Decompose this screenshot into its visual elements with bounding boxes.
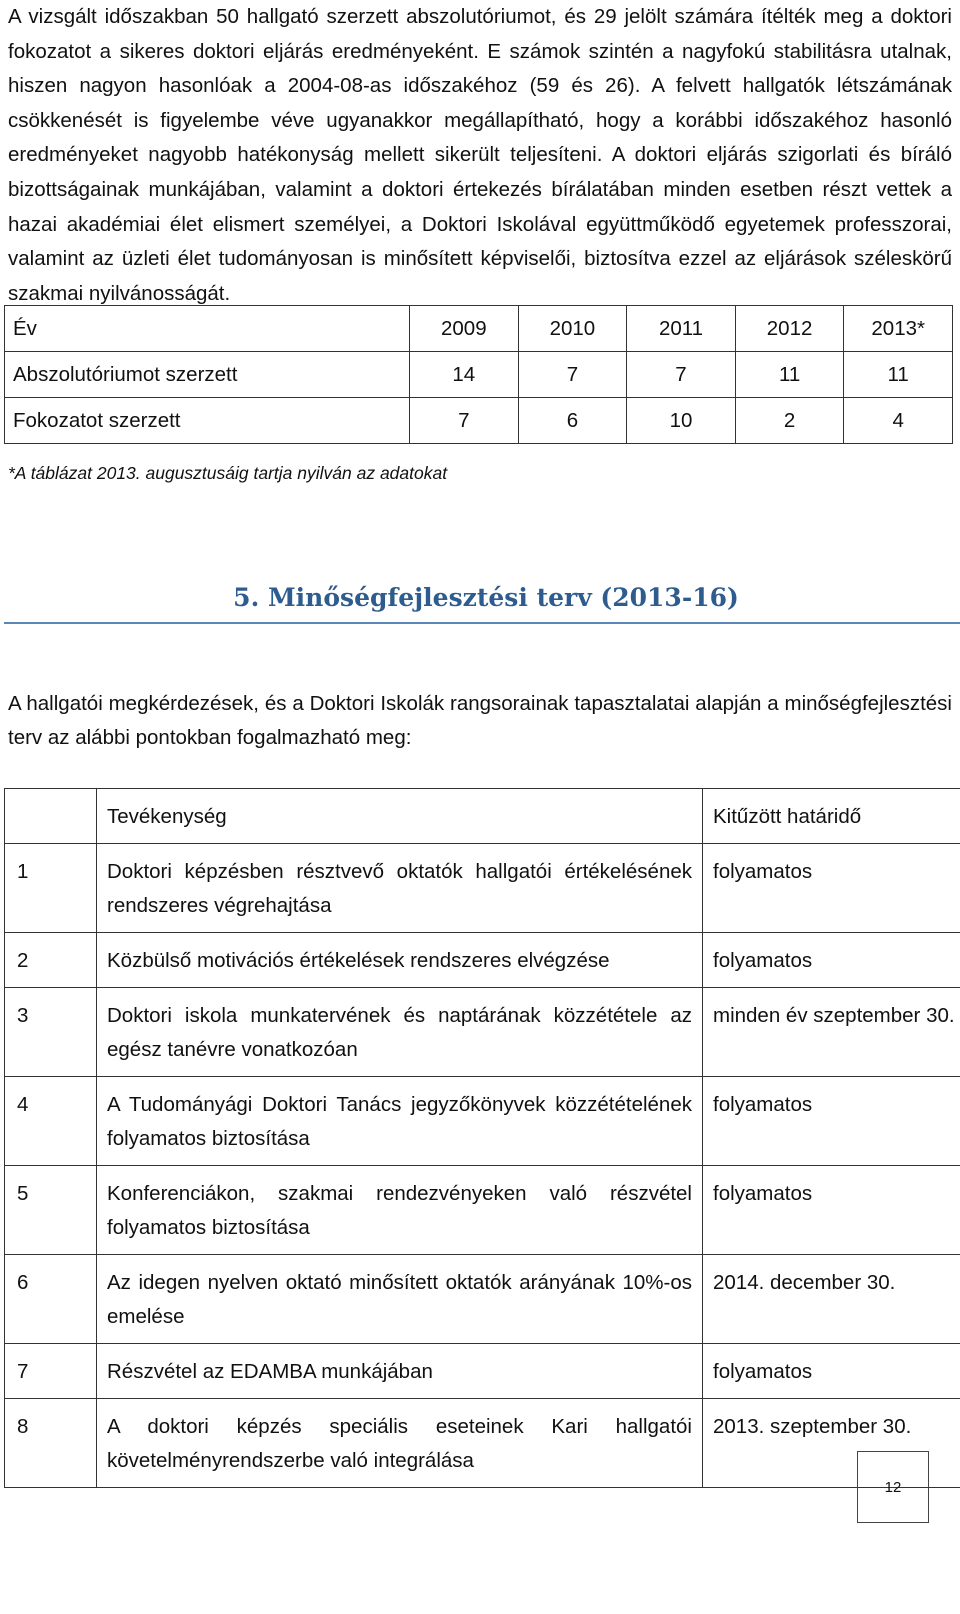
- plan-row-deadline: folyamatos: [703, 1166, 960, 1255]
- plan-row-number: 6: [5, 1255, 97, 1344]
- intro-paragraph-2: A doktori eljárás szigorlati és bíráló bizottságainak munkájában, valamint a doktori értekezés bírálatában minden esetben részt vettek a hazai akadémiai élet elismert személyei, a Doktori Iskolával együttműködő egyetemek professzorai, valamint az üzleti élet tudományosan is minősített képviselői, biztosítva ezzel az eljárások széleskörű szakmai nyilvánosságát.: [8, 143, 952, 305]
- plan-row: [5, 1077, 960, 1166]
- plan-header-cell: Kitűzött határidő: [703, 789, 960, 844]
- stats-cell: 2: [735, 398, 844, 444]
- plan-header-cell: [5, 789, 97, 844]
- stats-cell: 14: [410, 352, 519, 398]
- plan-row: [5, 1166, 960, 1255]
- stats-header-cell: 2012: [735, 306, 844, 352]
- stats-table: [4, 305, 953, 444]
- plan-row-activity: A doktori képzés speciális eseteinek Kari hallgatói követelményrendszerbe való integrálása: [97, 1399, 703, 1488]
- plan-row-activity: Közbülső motivációs értékelések rendszeres elvégzése: [97, 933, 703, 988]
- stats-cell: 7: [410, 398, 519, 444]
- plan-row: [5, 1255, 960, 1344]
- plan-row-number: 2: [5, 933, 97, 988]
- plan-row-activity: A Tudományági Doktori Tanács jegyzőkönyvek közzétételének folyamatos biztosítása: [97, 1077, 703, 1166]
- plan-row-deadline: folyamatos: [703, 1077, 960, 1166]
- stats-cell: 7: [627, 352, 736, 398]
- plan-row-deadline: 2014. december 30.: [703, 1255, 960, 1344]
- plan-row-deadline: folyamatos: [703, 1344, 960, 1399]
- stats-cell: 7: [518, 352, 627, 398]
- plan-row-deadline: 2013. szeptember 30.: [703, 1399, 960, 1488]
- plan-row-number: 4: [5, 1077, 97, 1166]
- section-title: 5. Minőségfejlesztési terv (2013-16): [233, 583, 739, 612]
- intro-paragraph-1: A vizsgált időszakban 50 hallgató szerzett abszolutóriumot, és 29 jelölt számára ítélték meg a doktori fokozatot a sikeres doktori eljárás eredményeként. E számok szintén a nagyfokú stabilitásra utalnak, hiszen nagyon hasonlóak a 2004-08-as időszakéhoz (59 és 26). A felvett hallgatók létszámának csökkenését is figyelembe véve ugyanakkor megállapítható, hogy a korábbi időszakéhoz hasonló eredményeket nagyobb hatékonyság mellett sikerült teljesíteni.: [8, 5, 952, 167]
- plan-row-deadline: folyamatos: [703, 933, 960, 988]
- plan-row: [5, 844, 960, 933]
- stats-row-label: Fokozatot szerzett: [5, 398, 410, 444]
- stats-cell: 11: [844, 352, 953, 398]
- plan-row: [5, 1344, 960, 1399]
- stats-header-cell: 2009: [410, 306, 519, 352]
- plan-row-activity: Az idegen nyelven oktató minősített oktatók arányának 10%-os emelése: [97, 1255, 703, 1344]
- stats-header-cell: Év: [5, 306, 410, 352]
- plan-row-deadline: minden év szeptember 30.: [703, 988, 960, 1077]
- stats-row: [5, 398, 953, 444]
- stats-header-cell: 2011: [627, 306, 736, 352]
- plan-row: [5, 988, 960, 1077]
- plan-row-activity: Doktori iskola munkatervének és naptárának közzététele az egész tanévre vonatkozóan: [97, 988, 703, 1077]
- page-number: 12: [884, 1478, 902, 1496]
- plan-header-row: [5, 789, 960, 844]
- stats-table-note: *A táblázat 2013. augusztusáig tartja nyilván az adatokat: [8, 463, 448, 483]
- plan-row-activity: Konferenciákon, szakmai rendezvényeken való részvétel folyamatos biztosítása: [97, 1166, 703, 1255]
- section-intro: A hallgatói megkérdezések, és a Doktori Iskolák rangsorainak tapasztalatai alapján a minőségfejlesztési terv az alábbi pontokban fogalmazható meg:: [8, 692, 952, 749]
- stats-cell: 10: [627, 398, 736, 444]
- plan-row-activity: Doktori képzésben résztvevő oktatók hallgatói értékelésének rendszeres végrehajtása: [97, 844, 703, 933]
- stats-cell: 4: [844, 398, 953, 444]
- plan-row-number: 7: [5, 1344, 97, 1399]
- plan-row-activity: Részvétel az EDAMBA munkájában: [97, 1344, 703, 1399]
- intro-paragraph: [8, 0, 952, 311]
- plan-row-number: 5: [5, 1166, 97, 1255]
- stats-header-cell: 2013*: [844, 306, 953, 352]
- plan-row-deadline: folyamatos: [703, 844, 960, 933]
- plan-table: [4, 788, 960, 1488]
- plan-row: [5, 1399, 960, 1488]
- plan-row: [5, 933, 960, 988]
- plan-row-number: 3: [5, 988, 97, 1077]
- stats-row-label: Abszolutóriumot szerzett: [5, 352, 410, 398]
- stats-row: [5, 352, 953, 398]
- page-number-box: [857, 1451, 929, 1523]
- section-heading: [4, 578, 960, 624]
- plan-row-number: 8: [5, 1399, 97, 1488]
- stats-cell: 11: [735, 352, 844, 398]
- plan-header-cell: Tevékenység: [97, 789, 703, 844]
- stats-cell: 6: [518, 398, 627, 444]
- stats-header-row: [5, 306, 953, 352]
- stats-header-cell: 2010: [518, 306, 627, 352]
- plan-row-number: 1: [5, 844, 97, 933]
